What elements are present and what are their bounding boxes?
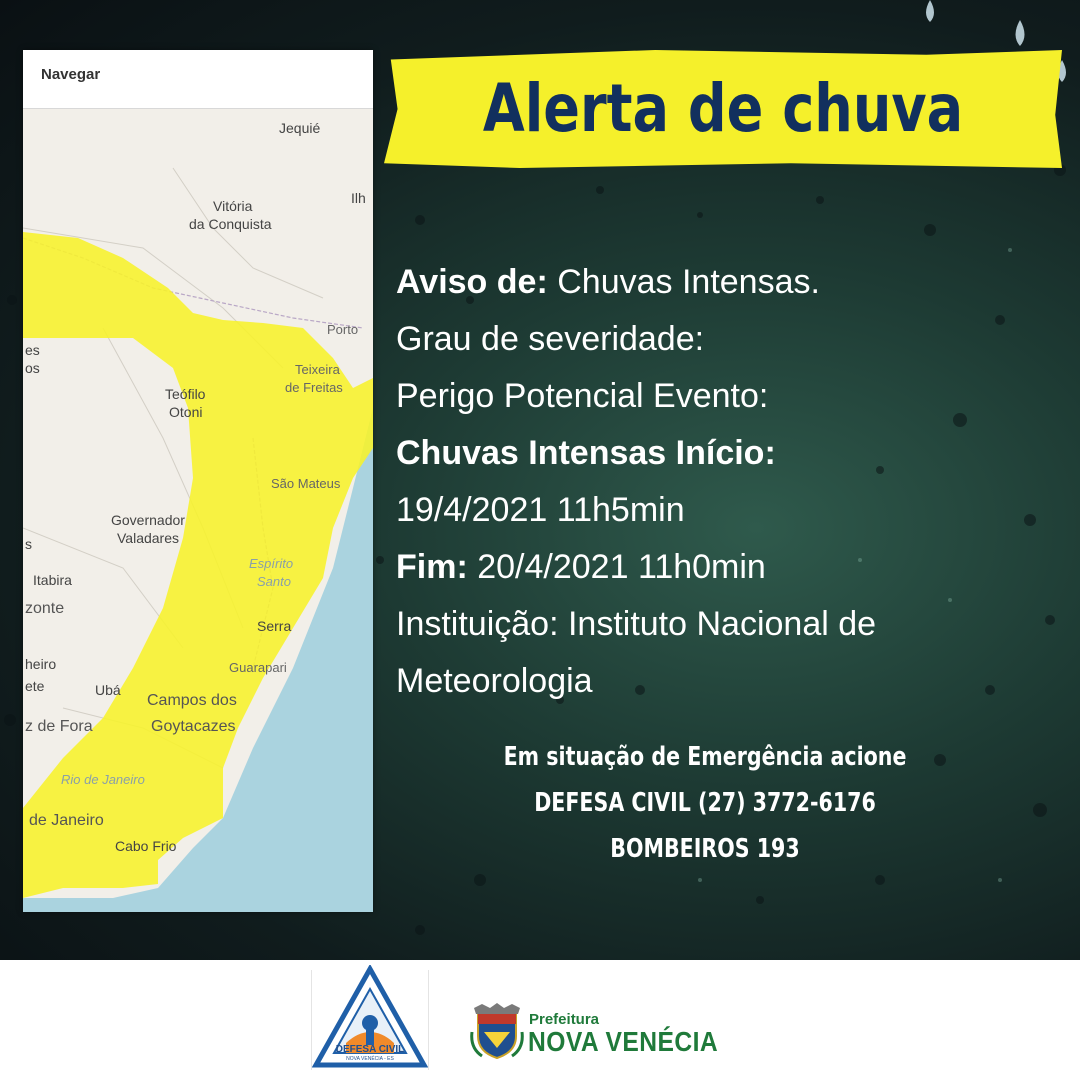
inicio-label: Chuvas Intensas Início: [396,434,776,472]
map-label-ete: ete [25,678,45,694]
map-label-os: os [25,360,40,376]
defesa-civil-label: DEFESA CIVIL [335,1044,405,1055]
emergency-contacts [430,734,980,872]
map-label-valadares: Valadares [117,530,180,546]
aviso-line [396,254,1036,311]
perigo-line: Perigo Potencial Evento: [396,377,769,415]
map-label-heiro: heiro [25,656,57,672]
map-label-sao-mateus: São Mateus [271,476,341,491]
map-label-de-freitas: de Freitas [285,380,343,395]
municipal-crest-icon [470,1002,524,1060]
map-label-de-janeiro: de Janeiro [29,812,104,829]
map-header [23,50,373,109]
map-header-title: Navegar [41,66,101,83]
map-label-ilh: Ilh [351,190,366,206]
emergency-line-2: DEFESA CIVIL (27) 3772-6176 [534,788,876,818]
fim-value: 20/4/2021 11h0min [477,548,766,586]
inicio-value: 19/4/2021 11h5min [396,491,685,529]
map-label-z-de-fora: z de Fora [25,718,93,735]
map-label-governador: Governador [111,512,185,528]
map-label-santo: Santo [257,574,291,589]
map-label-da-conquista: da Conquista [189,216,272,232]
aviso-value: Chuvas Intensas. [557,263,820,301]
map-label-goytacazes: Goytacazes [151,718,236,735]
map-label-teofilo: Teófilo [165,386,206,402]
page-title: Alerta de chuva [482,69,964,147]
inicio-label-line [396,425,1036,482]
map-label-s: s [25,536,32,552]
instituicao-line-1: Instituição: Instituto Nacional de [396,605,877,643]
map-label-zonte: zonte [25,600,65,617]
map-label-jequie: Jequié [279,120,321,136]
grau-line: Grau de severidade: [396,320,705,358]
map-label-uba: Ubá [95,682,121,698]
map-label-es: es [25,342,40,358]
alert-details [396,254,1036,710]
emergency-line-1: Em situação de Emergência acione [503,742,907,772]
footer-divider-right [428,970,429,1070]
map-label-otoni: Otoni [169,404,203,420]
city-name: NOVA VENÉCIA [528,1026,719,1057]
map-label-cabo-frio: Cabo Frio [115,838,177,854]
alert-map[interactable] [23,50,373,912]
emergency-line-3: BOMBEIROS 193 [610,834,800,864]
prefeitura-label: Prefeitura [529,1011,600,1028]
map-label-campos-dos: Campos dos [147,692,237,709]
map-label-espirito: Espírito [249,556,294,571]
map-label-guarapari: Guarapari [229,660,287,675]
fim-line [396,539,1036,596]
map-label-rio-de-janeiro-state: Rio de Janeiro [61,772,145,787]
defesa-civil-sublabel: NOVA VENÉCIA - ES [346,1056,394,1062]
map-label-teixeira: Teixeira [295,362,340,377]
aviso-label: Aviso de: [396,263,548,301]
map-label-vitoria: Vitória [213,198,253,214]
map-label-porto: Porto [327,322,359,337]
map-label-itabira: Itabira [33,572,72,588]
instituicao-line-2: Meteorologia [396,662,593,700]
map-label-serra: Serra [257,618,292,634]
fim-label: Fim: [396,548,468,586]
